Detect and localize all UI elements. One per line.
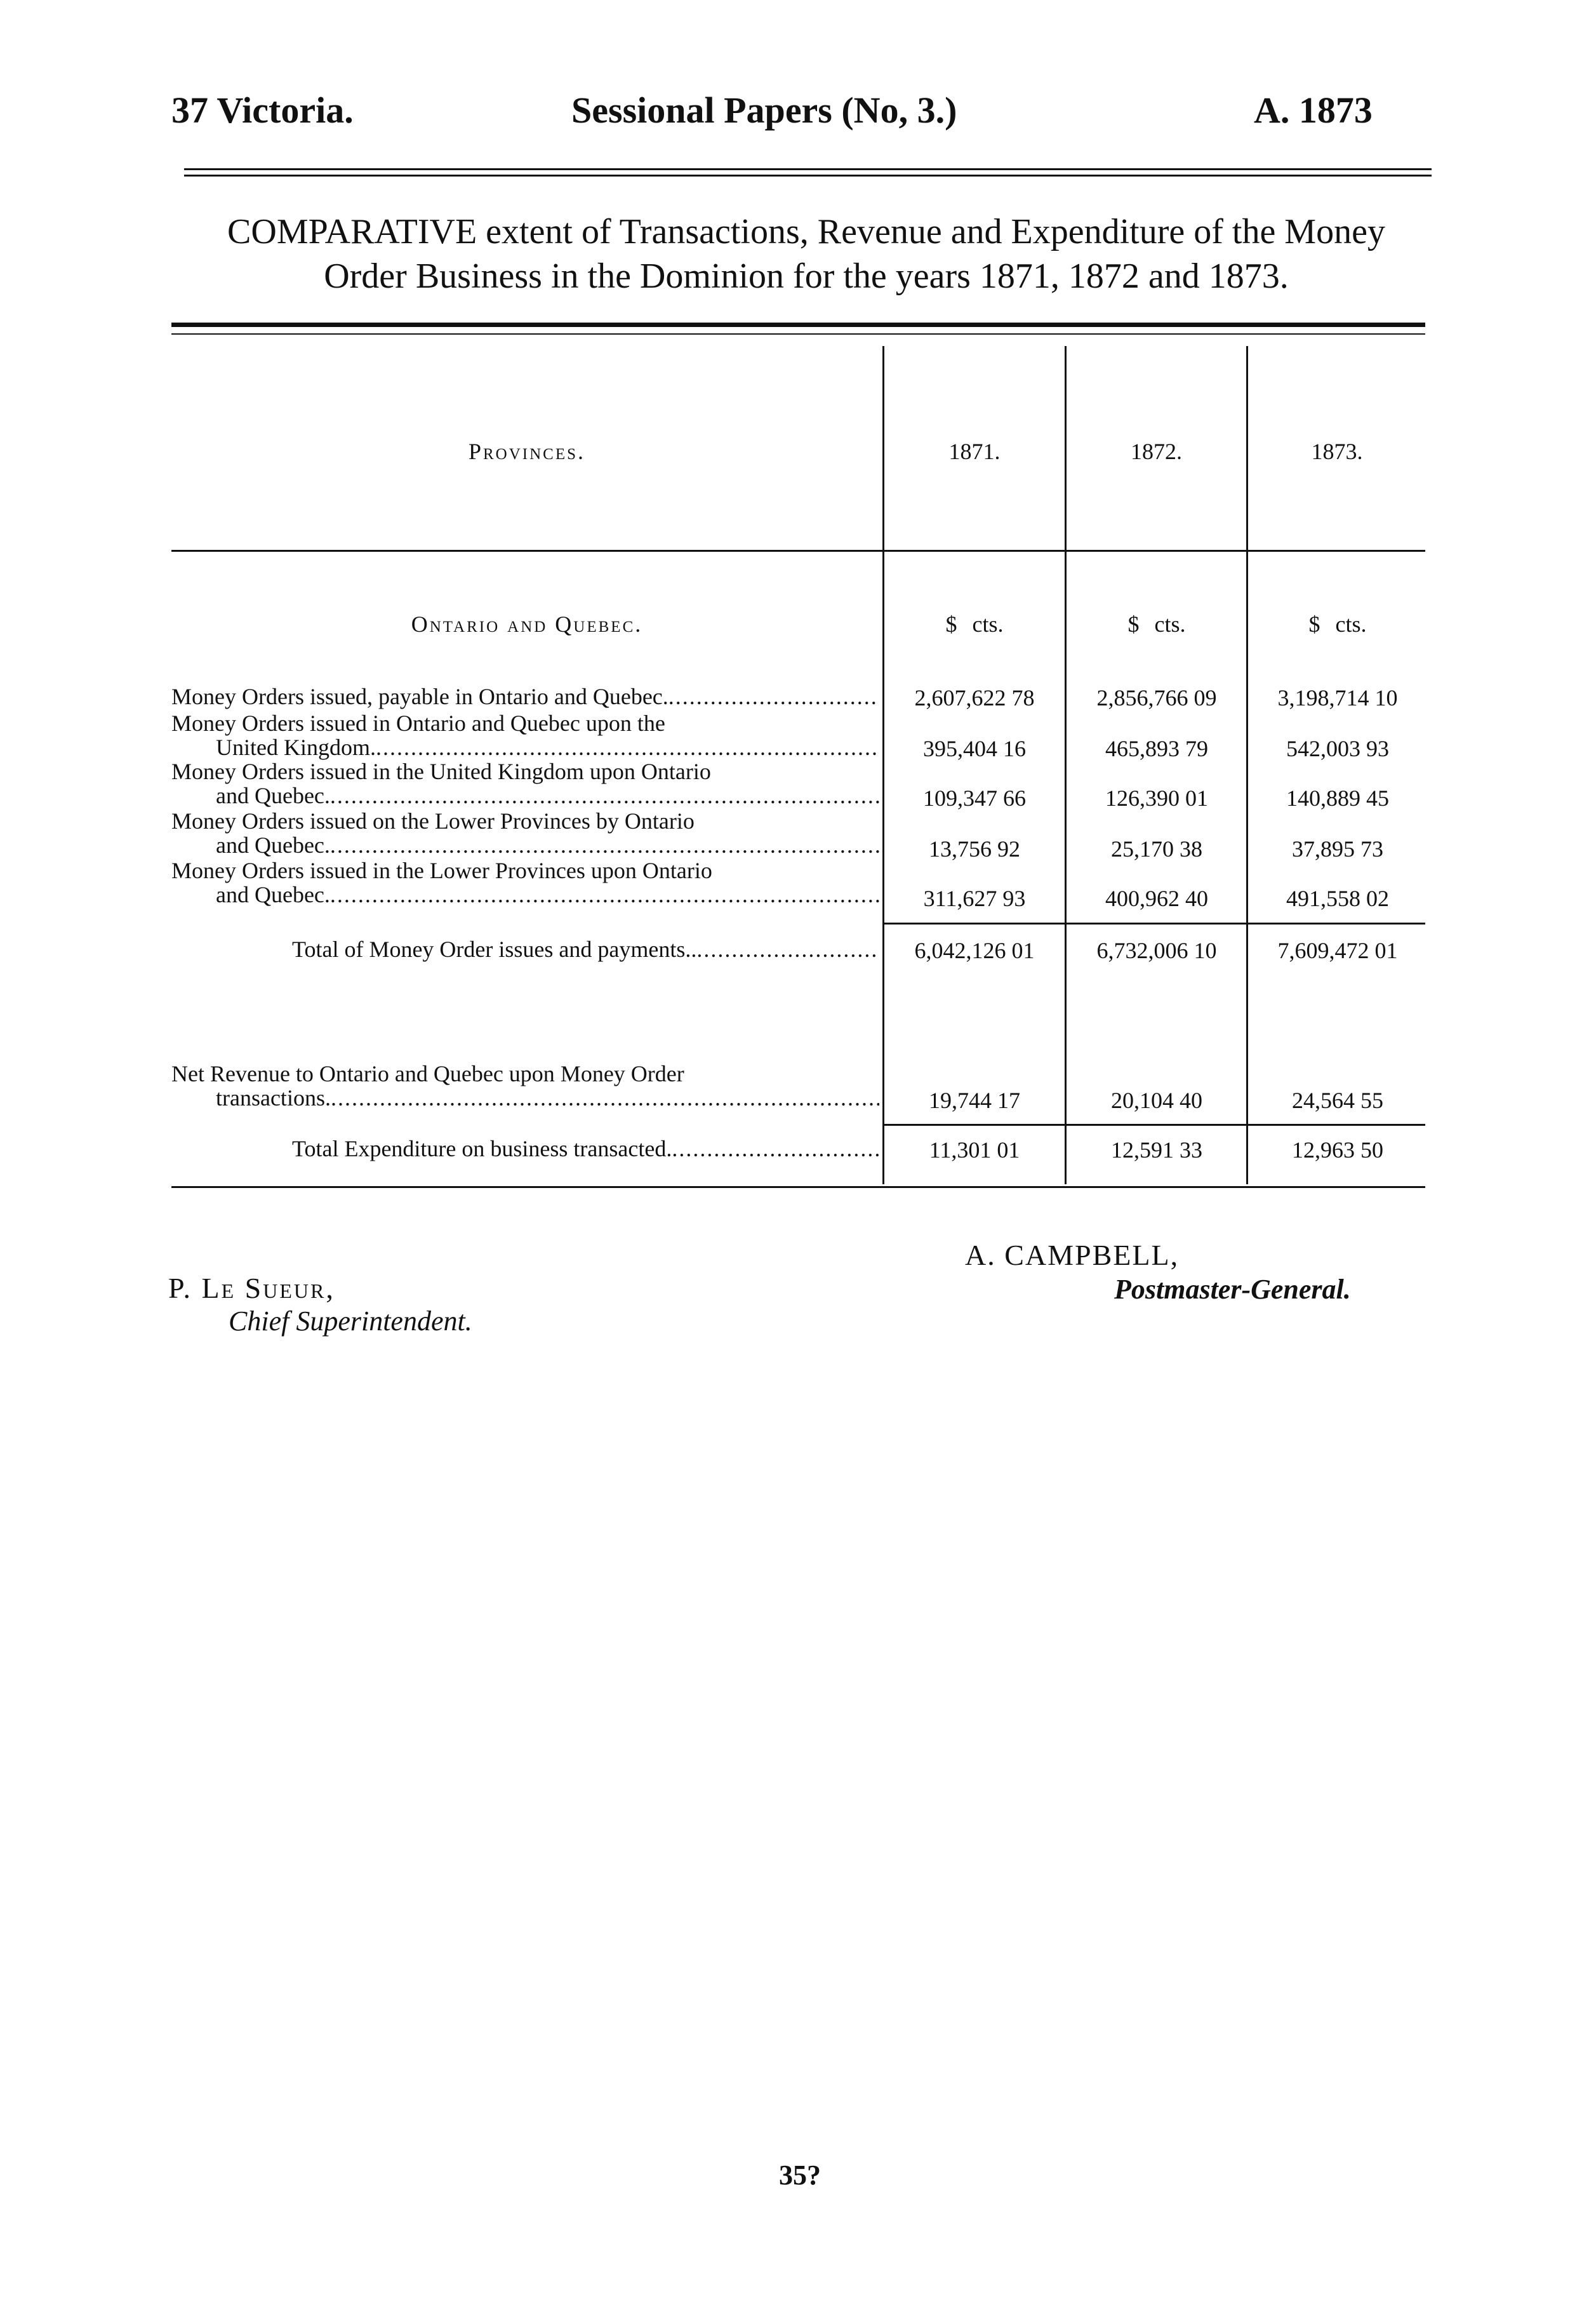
net-revenue-value: 20,104 40 (1111, 1088, 1202, 1113)
table-bottom-rule (171, 1186, 1425, 1188)
net-revenue-value: 19,744 17 (929, 1088, 1020, 1113)
total-expenditure-value: 11,301 01 (929, 1137, 1020, 1163)
total-expenditure-value: 12,591 33 (1111, 1137, 1202, 1163)
title-line2: Order Business in the Dominion for the years 1871, 1872 and 1873. (324, 257, 1289, 296)
cell-value: 13,756 92 (929, 836, 1020, 862)
title-rule-thick (171, 323, 1425, 327)
cell-value: 400,962 40 (1105, 886, 1208, 911)
total-expenditure-row: Total Expenditure on business transacted. ..... (292, 1137, 879, 1161)
signature-left-name: P. Le Sueur, (168, 1272, 335, 1304)
table-row: Money Orders issued in Ontario and Quebec upon the United Kingdom. ..... (171, 711, 879, 759)
cell-value: 2,607,622 78 (914, 685, 1035, 711)
total-issues-value: 7,609,472 01 (1277, 938, 1398, 963)
title-rule-thin (171, 333, 1425, 335)
page-number: 35? (779, 2160, 821, 2191)
signature-right-name: A. CAMPBELL, (965, 1239, 1180, 1271)
total-issues-row: Total of Money Order issues and payments.. ..... (292, 937, 879, 961)
cell-value: 491,558 02 (1286, 886, 1389, 911)
table-row: Money Orders issued, payable in Ontario and Quebec. ..... (171, 684, 879, 709)
column-header-1872: 1872. (1131, 439, 1182, 464)
cell-value: 3,198,714 10 (1277, 685, 1398, 711)
column-header-1871: 1871. (948, 439, 1001, 464)
total-issues-value: 6,732,006 10 (1096, 938, 1217, 963)
table-row: Money Orders issued in the United Kingdom upon Ontario and Quebec. ..... (171, 759, 879, 808)
document-title (171, 210, 1441, 298)
sum-rule-2 (884, 1124, 1425, 1126)
header-right: A. 1873 (1254, 90, 1373, 131)
total-issues-value: 6,042,126 01 (914, 938, 1035, 963)
unit-1872: $ cts. (1127, 611, 1186, 637)
cell-value: 37,895 73 (1292, 836, 1383, 862)
cell-value: 126,390 01 (1105, 785, 1208, 811)
table-row: Money Orders issued in the Lower Provinces upon Ontario and Quebec. ..... (171, 858, 879, 907)
column-header-provinces: Provinces. (468, 439, 586, 464)
col-divider-3 (1246, 346, 1248, 1184)
signature-left-title: Chief Superintendent. (229, 1305, 472, 1337)
col-divider-2 (1065, 346, 1067, 1184)
cell-value: 2,856,766 09 (1096, 685, 1217, 711)
signature-right-title: Postmaster-General. (1114, 1274, 1351, 1305)
section-ontario-quebec: Ontario and Quebec. (411, 611, 643, 637)
cell-value: 109,347 66 (923, 785, 1026, 811)
sum-rule (884, 923, 1425, 925)
total-expenditure-value: 12,963 50 (1292, 1137, 1383, 1163)
header-rule-top (184, 168, 1432, 170)
net-revenue-row: Net Revenue to Ontario and Quebec upon Money Order transactions. ..... (171, 1062, 879, 1110)
header-rule-bottom (184, 175, 1432, 177)
cell-value: 25,170 38 (1111, 836, 1202, 862)
header-left: 37 Victoria. (171, 90, 354, 131)
cell-value: 542,003 93 (1286, 736, 1389, 761)
header-center: Sessional Papers (No, 3.) (571, 90, 957, 131)
title-lead: COMPARATIVE (227, 212, 477, 251)
net-revenue-value: 24,564 55 (1292, 1088, 1383, 1113)
cell-value: 311,627 93 (923, 886, 1026, 911)
unit-1873: $ cts. (1308, 611, 1367, 637)
col-divider-1 (882, 346, 884, 1184)
table-row: Money Orders issued on the Lower Provinces by Ontario and Quebec. ..... (171, 809, 879, 857)
cell-value: 395,404 16 (923, 736, 1026, 761)
header-row-rule (171, 550, 1425, 552)
cell-value: 140,889 45 (1286, 785, 1389, 811)
unit-1871: $ cts. (945, 611, 1004, 637)
column-header-1873: 1873. (1311, 439, 1363, 464)
cell-value: 465,893 79 (1105, 736, 1208, 761)
title-line1: extent of Transactions, Revenue and Expenditure of the Money (486, 212, 1385, 251)
